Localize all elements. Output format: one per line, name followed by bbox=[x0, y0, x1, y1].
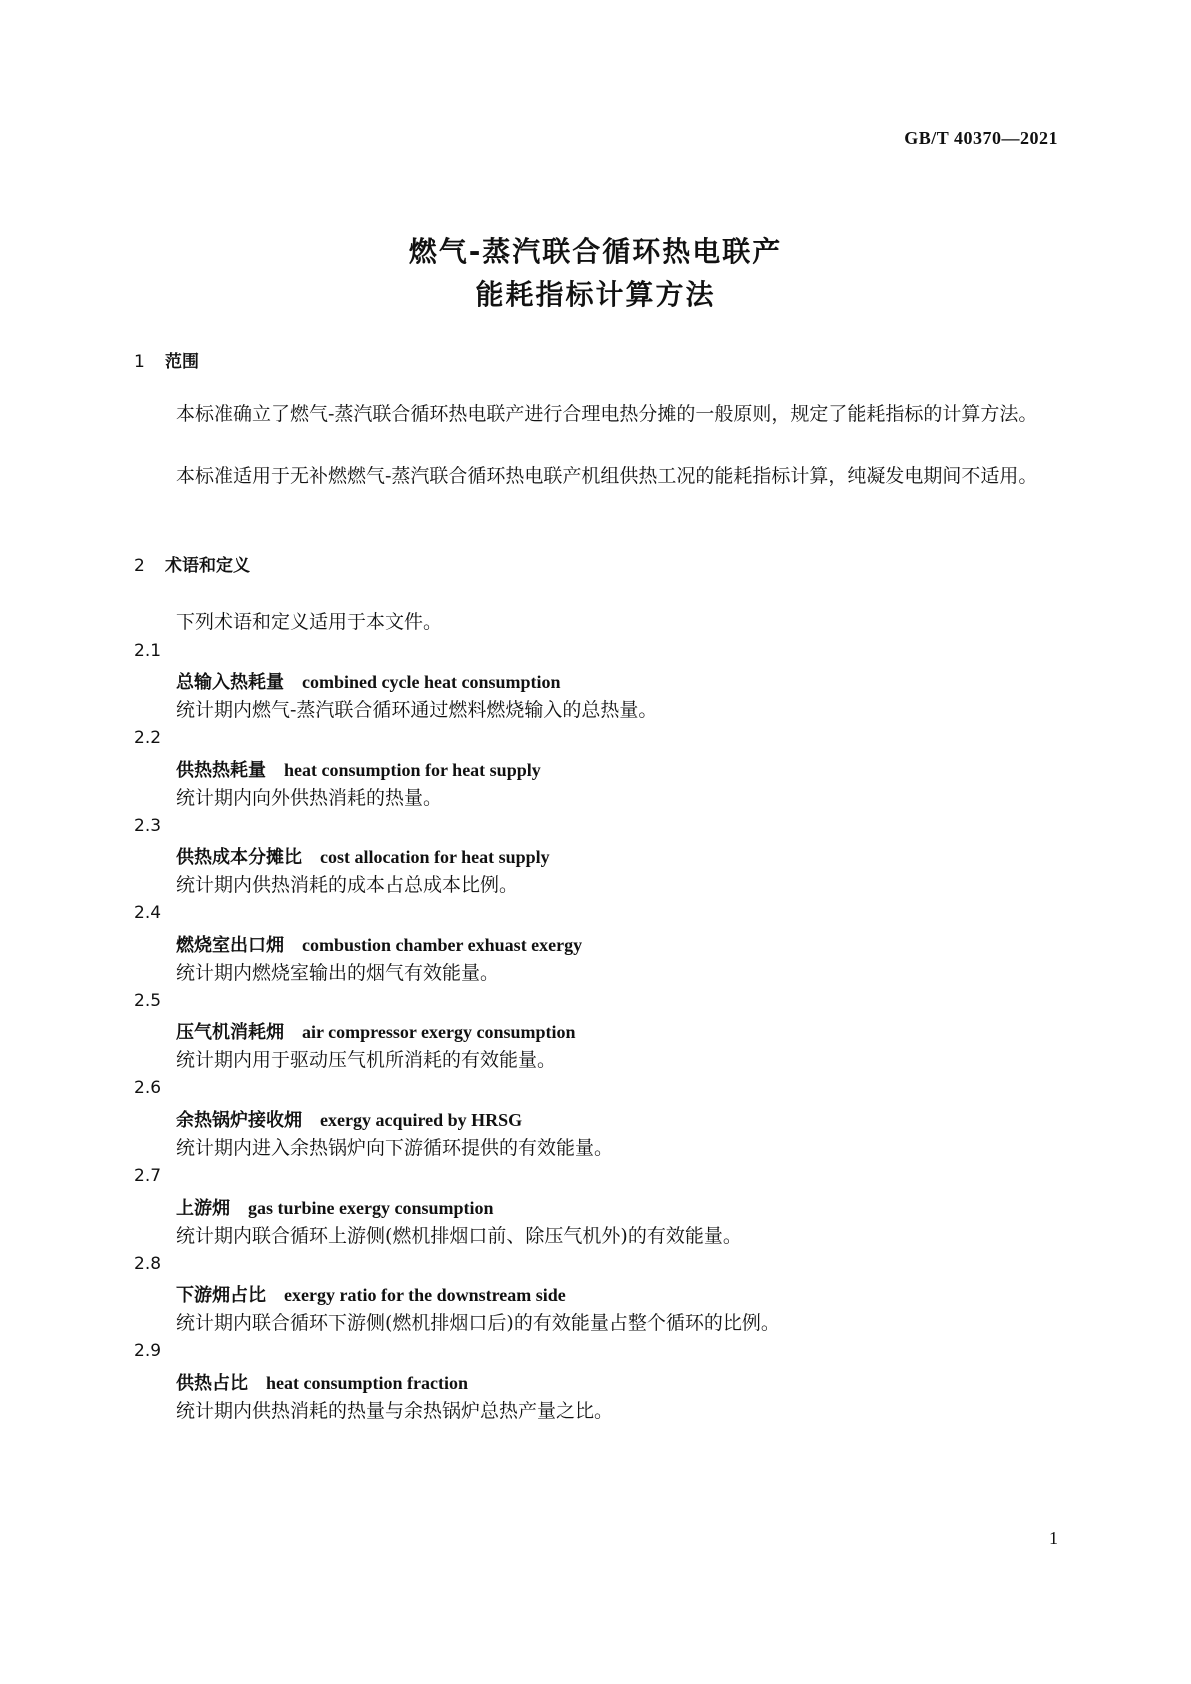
term-name bbox=[176, 1281, 566, 1307]
term-name-en: cost allocation for heat supply bbox=[320, 847, 550, 867]
term-name-zh: 压气机消耗㶲 bbox=[176, 1022, 284, 1043]
term-definition: 统计期内进入余热锅炉向下游循环提供的有效能量。 bbox=[176, 1137, 614, 1159]
section-title: 术语和定义 bbox=[165, 556, 250, 576]
term-name-en: exergy acquired by HRSG bbox=[320, 1110, 523, 1130]
standard-number: GB/T 40370—2021 bbox=[904, 128, 1058, 148]
section-number: 2 bbox=[134, 556, 145, 576]
term-name-zh: 总输入热耗量 bbox=[176, 672, 284, 693]
term-name bbox=[176, 1194, 494, 1220]
document-title-line1: 燃气-蒸汽联合循环热电联产 bbox=[408, 235, 783, 268]
term-name bbox=[176, 1106, 522, 1132]
term-number: 2.8 bbox=[134, 1254, 162, 1274]
term-number: 2.7 bbox=[134, 1166, 162, 1186]
section-2-heading bbox=[134, 551, 250, 576]
term-name-en: combined cycle heat consumption bbox=[302, 672, 561, 692]
term-name bbox=[176, 1018, 575, 1044]
term-definition: 统计期内供热消耗的热量与余热锅炉总热产量之比。 bbox=[176, 1400, 614, 1422]
scope-paragraph-1: 本标准确立了燃气-蒸汽联合循环热电联产进行合理电热分摊的一般原则，规定了能耗指标的计算方法。 bbox=[176, 403, 1038, 425]
document-title-line2: 能耗指标计算方法 bbox=[475, 278, 716, 311]
term-name-zh: 供热成本分摊比 bbox=[176, 847, 302, 868]
term-number: 2.4 bbox=[134, 903, 162, 923]
term-number: 2.5 bbox=[134, 991, 162, 1011]
term-number: 2.1 bbox=[134, 641, 162, 661]
term-definition: 统计期内燃气-蒸汽联合循环通过燃料燃烧输入的总热量。 bbox=[176, 699, 658, 721]
section-title: 范围 bbox=[165, 352, 199, 372]
term-name bbox=[176, 931, 582, 957]
term-definition: 统计期内燃烧室输出的烟气有效能量。 bbox=[176, 962, 500, 984]
term-number: 2.2 bbox=[134, 728, 162, 748]
term-name-en: heat consumption for heat supply bbox=[284, 760, 541, 780]
term-name-zh: 供热热耗量 bbox=[176, 760, 266, 781]
term-name-en: exergy ratio for the downstream side bbox=[284, 1285, 566, 1305]
term-number: 2.9 bbox=[134, 1341, 162, 1361]
term-name bbox=[176, 843, 550, 869]
term-definition: 统计期内用于驱动压气机所消耗的有效能量。 bbox=[176, 1049, 557, 1071]
term-definition: 统计期内联合循环上游侧(燃机排烟口前、除压气机外)的有效能量。 bbox=[176, 1225, 742, 1247]
section-number: 1 bbox=[134, 352, 145, 372]
term-number: 2.3 bbox=[134, 816, 162, 836]
term-number: 2.6 bbox=[134, 1078, 162, 1098]
term-name-zh: 上游㶲 bbox=[176, 1198, 230, 1219]
term-name-en: air compressor exergy consumption bbox=[302, 1022, 576, 1042]
term-definition: 统计期内向外供热消耗的热量。 bbox=[176, 787, 443, 809]
term-name-zh: 供热占比 bbox=[176, 1373, 248, 1394]
term-name bbox=[176, 668, 561, 694]
term-name bbox=[176, 756, 541, 782]
term-name-en: gas turbine exergy consumption bbox=[248, 1198, 494, 1218]
term-definition: 统计期内供热消耗的成本占总成本比例。 bbox=[176, 874, 519, 896]
term-name-en: heat consumption fraction bbox=[266, 1373, 468, 1393]
term-name-en: combustion chamber exhuast exergy bbox=[302, 935, 583, 955]
terms-intro: 下列术语和定义适用于本文件。 bbox=[176, 611, 443, 633]
term-name-zh: 下游㶲占比 bbox=[176, 1285, 266, 1306]
term-name-zh: 余热锅炉接收㶲 bbox=[176, 1110, 302, 1131]
section-1-heading bbox=[134, 347, 199, 372]
page-number: 1 bbox=[1049, 1528, 1058, 1548]
scope-paragraph-2: 本标准适用于无补燃燃气-蒸汽联合循环热电联产机组供热工况的能耗指标计算，纯凝发电期间不适用。 bbox=[176, 465, 1038, 487]
term-name bbox=[176, 1369, 468, 1395]
term-definition: 统计期内联合循环下游侧(燃机排烟口后)的有效能量占整个循环的比例。 bbox=[176, 1312, 780, 1334]
term-name-zh: 燃烧室出口㶲 bbox=[176, 935, 284, 956]
